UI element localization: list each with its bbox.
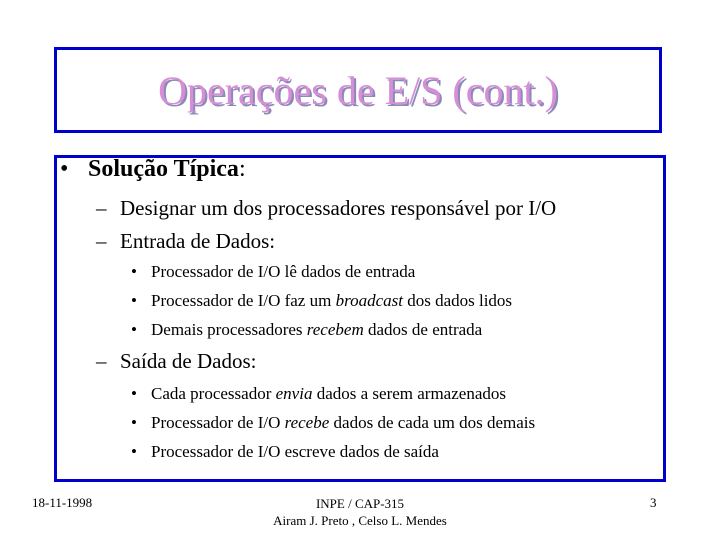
slide-title: Operações de E/S (cont.) bbox=[158, 67, 558, 113]
sub-item-saida bbox=[96, 349, 256, 374]
bullet-icon: • bbox=[131, 442, 137, 461]
item-emphasis: recebe bbox=[284, 413, 330, 432]
entrada-item bbox=[131, 262, 415, 282]
saida-item bbox=[131, 442, 439, 462]
footer-date: 18-11-1998 bbox=[32, 495, 93, 510]
heading-suffix: : bbox=[238, 156, 246, 182]
footer-center bbox=[240, 495, 480, 529]
sub-item-entrada bbox=[96, 229, 275, 254]
sub-item-designar bbox=[96, 196, 556, 221]
item-text: dos dados lidos bbox=[402, 291, 513, 310]
dash-icon: – bbox=[96, 349, 107, 373]
entrada-item bbox=[131, 291, 512, 311]
dash-icon: – bbox=[96, 229, 107, 253]
item-text: Processador de I/O bbox=[151, 413, 285, 432]
item-emphasis: broadcast bbox=[335, 291, 403, 310]
bullet-icon: • bbox=[60, 156, 69, 182]
item-text: Demais processadores bbox=[151, 320, 307, 339]
saida-item bbox=[131, 413, 535, 433]
bullet-icon: • bbox=[131, 291, 137, 310]
sub-item-label: Entrada de Dados: bbox=[120, 229, 276, 253]
item-text: dados de entrada bbox=[363, 320, 483, 339]
entrada-item bbox=[131, 320, 482, 340]
footer-page-number: 3 bbox=[650, 495, 657, 510]
bullet-icon: • bbox=[131, 320, 137, 339]
item-text: Processador de I/O faz um bbox=[151, 291, 336, 310]
item-text: Processador de I/O lê dados de entrada bbox=[151, 262, 416, 281]
footer-authors: Airam J. Preto , Celso L. Mendes bbox=[273, 513, 447, 528]
title-box bbox=[54, 47, 662, 133]
sub-item-label: Saída de Dados: bbox=[120, 349, 257, 373]
heading-bold: Solução Típica bbox=[88, 156, 239, 182]
item-text: Cada processador bbox=[151, 384, 276, 403]
item-emphasis: recebem bbox=[306, 320, 364, 339]
main-bullet bbox=[60, 156, 246, 183]
item-text: dados de cada um dos demais bbox=[329, 413, 536, 432]
saida-item bbox=[131, 384, 506, 404]
bullet-icon: • bbox=[131, 384, 137, 403]
bullet-icon: • bbox=[131, 262, 137, 281]
item-text: dados a serem armazenados bbox=[312, 384, 506, 403]
footer-course: INPE / CAP-315 bbox=[315, 496, 405, 511]
dash-icon: – bbox=[96, 196, 107, 220]
sub-item-label: Designar um dos processadores responsável por I/O bbox=[120, 196, 557, 220]
bullet-icon: • bbox=[131, 413, 137, 432]
item-emphasis: envia bbox=[275, 384, 313, 403]
item-text: Processador de I/O escreve dados de saída bbox=[151, 442, 439, 461]
